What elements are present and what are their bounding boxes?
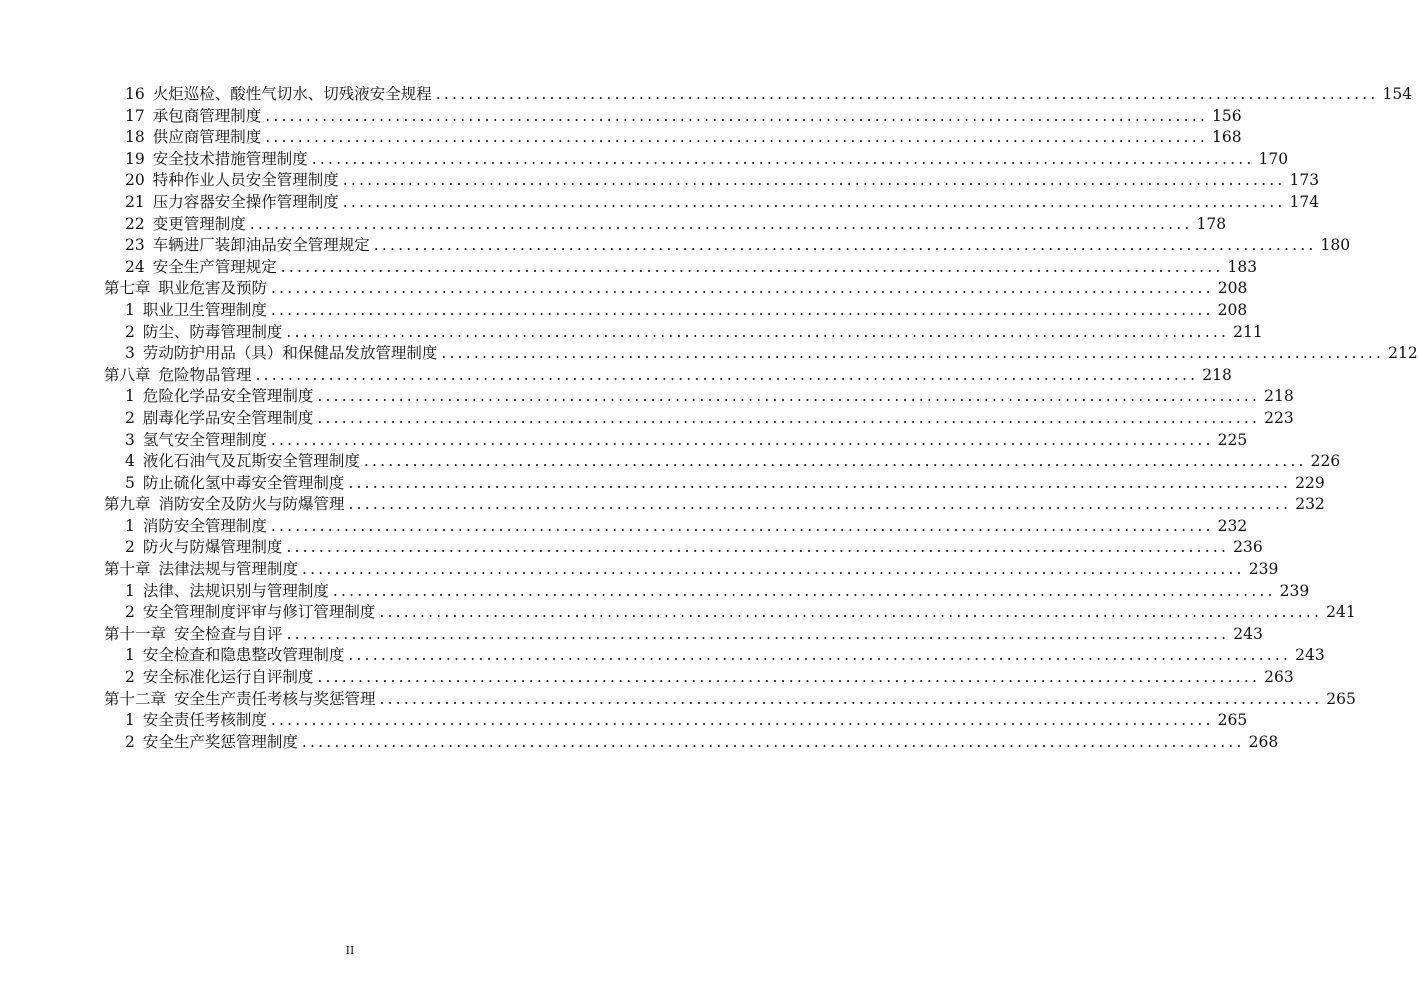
toc-chapter-number: 第七章 — [104, 279, 151, 298]
toc-entry-number: 3 — [125, 344, 135, 363]
toc-entry-row[interactable] — [104, 537, 1263, 559]
toc-title-text: 安全技术措施管理制度 — [152, 149, 308, 168]
toc-entry-row[interactable] — [104, 192, 1320, 214]
dot-leader: .................................................................................................................... — [280, 257, 1224, 276]
dot-leader: .................................................................................................................... — [301, 732, 1245, 751]
toc-entry-title — [104, 667, 313, 689]
toc-page-number: 212 — [1388, 344, 1418, 363]
toc-entry-title — [104, 645, 344, 667]
dot-leader: .................................................................................................................... — [348, 473, 1292, 492]
toc-entry-title — [104, 516, 267, 538]
toc-entry-row[interactable] — [104, 235, 1351, 257]
toc-entry-number: 21 — [125, 192, 145, 211]
toc-chapter-row[interactable] — [104, 624, 1263, 646]
toc-page-number: 180 — [1320, 236, 1351, 255]
toc-entry-row[interactable] — [104, 516, 1248, 538]
toc-entry-title — [104, 300, 267, 322]
toc-title-text: 火炬巡检、酸性气切水、切残液安全规程 — [152, 85, 432, 103]
dot-leader: .................................................................................................................... — [435, 85, 1379, 103]
toc-page-number: 218 — [1202, 365, 1232, 384]
toc-page-number: 236 — [1233, 538, 1263, 557]
toc-page-number: 223 — [1264, 408, 1294, 427]
dot-leader: .................................................................................................................... — [286, 538, 1230, 557]
toc-page-number: 265 — [1217, 711, 1248, 730]
toc-title-text: 安全生产管理规定 — [152, 257, 277, 276]
toc-entry-title — [104, 430, 267, 452]
dot-leader: .................................................................................................................... — [379, 689, 1323, 708]
toc-chapter-row[interactable] — [104, 494, 1325, 516]
toc-entry-row[interactable] — [104, 84, 1413, 106]
dot-leader: .................................................................................................................... — [342, 192, 1286, 211]
dot-leader: .................................................................................................................... — [270, 711, 1214, 730]
toc-page-number: 156 — [1211, 106, 1242, 125]
toc-entry-number: 1 — [125, 646, 135, 665]
toc-entry-row[interactable] — [104, 214, 1227, 236]
toc-entry-number: 16 — [125, 85, 145, 103]
toc-title-text: 法律法规与管理制度 — [158, 560, 299, 579]
toc-entry-row[interactable] — [104, 667, 1294, 689]
toc-page-number: 243 — [1295, 646, 1325, 665]
toc-entry-number: 23 — [125, 236, 145, 255]
toc-entry-title — [104, 408, 313, 430]
dot-leader: .................................................................................................................... — [249, 214, 1193, 233]
toc-entry-title — [104, 602, 375, 624]
toc-entry-title — [104, 235, 370, 257]
toc-title-text: 安全责任考核制度 — [142, 711, 267, 730]
toc-entry-number: 2 — [125, 668, 135, 687]
toc-entry-row[interactable] — [104, 170, 1320, 192]
toc-title-text: 供应商管理制度 — [152, 128, 262, 147]
toc-entry-row[interactable] — [104, 322, 1263, 344]
toc-page-number: 241 — [1326, 603, 1356, 622]
toc-entry-number: 1 — [125, 387, 135, 406]
toc-entry-number: 2 — [125, 408, 135, 427]
toc-page-number: 218 — [1264, 387, 1294, 406]
toc-entry-row[interactable] — [104, 343, 1418, 365]
toc-page-number: 243 — [1233, 624, 1263, 643]
dot-leader: .................................................................................................................... — [363, 452, 1307, 471]
toc-entry-number: 1 — [125, 300, 135, 319]
toc-entry-number: 2 — [125, 538, 135, 557]
toc-entry-title — [104, 732, 298, 754]
toc-entry-number: 3 — [125, 430, 135, 449]
toc-chapter-title — [104, 689, 376, 711]
toc-page-number: 178 — [1196, 214, 1227, 233]
toc-entry-title — [104, 451, 360, 473]
toc-entry-title — [104, 710, 267, 732]
toc-title-text: 承包商管理制度 — [152, 106, 262, 125]
toc-entry-row[interactable] — [104, 430, 1248, 452]
toc-page-number: 239 — [1279, 581, 1310, 600]
toc-title-text: 危险物品管理 — [158, 365, 252, 384]
toc-entry-number: 1 — [125, 581, 135, 600]
dot-leader: .................................................................................................................... — [255, 365, 1199, 384]
toc-title-text: 防火与防爆管理制度 — [142, 538, 283, 557]
toc-title-text: 安全生产奖惩管理制度 — [142, 732, 298, 751]
toc-chapter-title — [104, 494, 345, 516]
toc-title-text: 法律、法规识别与管理制度 — [142, 581, 329, 600]
toc-chapter-row[interactable] — [104, 365, 1232, 387]
toc-page-number: 208 — [1217, 300, 1248, 319]
toc-entry-title — [104, 386, 313, 408]
toc-entry-number: 2 — [125, 732, 135, 751]
toc-entry-number: 20 — [125, 171, 145, 190]
toc-page-number: 268 — [1248, 732, 1279, 751]
toc-page-number: 265 — [1326, 689, 1356, 708]
toc-chapter-row[interactable] — [104, 689, 1356, 711]
toc-title-text: 职业卫生管理制度 — [142, 300, 267, 319]
dot-leader: .................................................................................................................... — [317, 408, 1261, 427]
toc-chapter-title — [104, 559, 298, 581]
toc-page-number: 225 — [1217, 430, 1248, 449]
toc-page-number: 154 — [1382, 85, 1413, 103]
dot-leader: .................................................................................................................... — [373, 236, 1317, 255]
dot-leader: .................................................................................................................... — [317, 668, 1261, 687]
toc-title-text: 消防安全管理制度 — [142, 516, 267, 535]
toc-page-number: 173 — [1289, 171, 1320, 190]
toc-chapter-title — [104, 278, 267, 300]
toc-entry-number: 24 — [125, 257, 145, 276]
toc-title-text: 液化石油气及瓦斯安全管理制度 — [142, 452, 360, 471]
toc-title-text: 安全检查与自评 — [174, 624, 283, 643]
toc-entry-title — [104, 127, 261, 149]
toc-title-text: 特种作业人员安全管理制度 — [152, 171, 339, 190]
dot-leader: .................................................................................................................... — [317, 387, 1261, 406]
toc-entry-title — [104, 322, 282, 344]
toc-page-number: 183 — [1227, 257, 1258, 276]
toc-entry-number: 5 — [125, 473, 135, 492]
dot-leader: .................................................................................................................... — [265, 128, 1208, 147]
toc-entry-row[interactable] — [104, 106, 1242, 128]
dot-leader: .................................................................................................................... — [342, 171, 1286, 190]
toc-entry-number: 22 — [125, 214, 145, 233]
toc-title-text: 安全标准化运行自评制度 — [142, 668, 314, 687]
toc-entry-number: 19 — [125, 149, 145, 168]
toc-title-text: 防止硫化氢中毒安全管理制度 — [142, 473, 345, 492]
toc-chapter-number: 第十章 — [104, 560, 151, 579]
toc-title-text: 剧毒化学品安全管理制度 — [142, 408, 314, 427]
toc-chapter-number: 第八章 — [104, 365, 151, 384]
dot-leader: .................................................................................................................... — [270, 300, 1214, 319]
toc-entry-title — [104, 473, 344, 495]
toc-entry-number: 17 — [125, 106, 145, 125]
toc-entry-row[interactable] — [104, 149, 1289, 171]
toc-title-text: 劳动防护用品（具）和保健品发放管理制度 — [142, 344, 438, 363]
toc-title-text: 职业危害及预防 — [158, 279, 268, 298]
dot-leader: .................................................................................................................... — [271, 279, 1214, 298]
toc-chapter-number: 第十一章 — [104, 624, 167, 643]
toc-entry-row[interactable] — [104, 732, 1279, 754]
toc-entry-row[interactable] — [104, 710, 1248, 732]
toc-entry-number: 2 — [125, 603, 135, 622]
toc-entry-row[interactable] — [104, 300, 1248, 322]
dot-leader: .................................................................................................................... — [348, 646, 1292, 665]
toc-entry-title — [104, 581, 329, 603]
dot-leader: .................................................................................................................... — [311, 149, 1255, 168]
toc-title-text: 安全管理制度评审与修订管理制度 — [142, 603, 376, 622]
toc-entry-title — [104, 192, 339, 214]
toc-title-text: 安全生产责任考核与奖惩管理 — [174, 689, 376, 708]
toc-entry-row[interactable] — [104, 408, 1294, 430]
toc-chapter-number: 第十二章 — [104, 689, 167, 708]
toc-page-number: 174 — [1289, 192, 1320, 211]
toc-entry-title — [104, 170, 339, 192]
table-of-contents — [104, 84, 1418, 753]
dot-leader: .................................................................................................................... — [270, 516, 1214, 535]
toc-page-number: 263 — [1264, 668, 1294, 687]
dot-leader: .................................................................................................................... — [265, 106, 1208, 125]
toc-title-text: 消防安全及防火与防爆管理 — [158, 495, 345, 514]
toc-page-number: 232 — [1295, 495, 1325, 514]
toc-entry-title — [104, 149, 308, 171]
toc-title-text: 氢气安全管理制度 — [142, 430, 267, 449]
toc-chapter-row[interactable] — [104, 278, 1248, 300]
toc-entry-number: 4 — [125, 452, 135, 471]
toc-title-text: 变更管理制度 — [152, 214, 246, 233]
dot-leader: .................................................................................................................... — [332, 581, 1276, 600]
toc-entry-title — [104, 106, 261, 128]
toc-title-text: 危险化学品安全管理制度 — [142, 387, 314, 406]
toc-title-text: 车辆进厂装卸油品安全管理规定 — [152, 236, 370, 255]
toc-entry-number: 1 — [125, 516, 135, 535]
toc-title-text: 压力容器安全操作管理制度 — [152, 192, 339, 211]
toc-entry-number: 1 — [125, 711, 135, 730]
dot-leader: .................................................................................................................... — [286, 322, 1230, 341]
toc-entry-row[interactable] — [104, 581, 1310, 603]
toc-chapter-row[interactable] — [104, 559, 1279, 581]
dot-leader: .................................................................................................................... — [302, 560, 1245, 579]
toc-entry-number: 2 — [125, 322, 135, 341]
toc-entry-row[interactable] — [104, 451, 1341, 473]
toc-entry-title — [104, 214, 246, 236]
dot-leader: .................................................................................................................... — [286, 624, 1230, 643]
toc-entry-row[interactable] — [104, 473, 1325, 495]
dot-leader: .................................................................................................................... — [441, 344, 1385, 363]
toc-entry-title — [104, 257, 277, 279]
toc-page-number: 229 — [1295, 473, 1325, 492]
toc-page-number: 239 — [1248, 560, 1279, 579]
toc-page-number: 232 — [1217, 516, 1248, 535]
dot-leader: .................................................................................................................... — [348, 495, 1292, 514]
toc-entry-row[interactable] — [104, 127, 1242, 149]
toc-title-text: 防尘、防毒管理制度 — [142, 322, 283, 341]
toc-page-number: 168 — [1211, 128, 1242, 147]
dot-leader: .................................................................................................................... — [270, 430, 1214, 449]
toc-chapter-title — [104, 624, 283, 646]
toc-entry-row[interactable] — [104, 386, 1294, 408]
toc-entry-row[interactable] — [104, 602, 1356, 624]
toc-page-number: 226 — [1310, 452, 1341, 471]
toc-chapter-title — [104, 365, 252, 387]
toc-page-number: 211 — [1233, 322, 1263, 341]
dot-leader: .................................................................................................................... — [379, 603, 1323, 622]
toc-entry-number: 18 — [125, 128, 145, 147]
toc-entry-title — [104, 84, 432, 106]
toc-page-number: 170 — [1258, 149, 1289, 168]
toc-entry-row[interactable] — [104, 257, 1258, 279]
toc-chapter-number: 第九章 — [104, 495, 151, 514]
page-number: II — [345, 944, 355, 957]
toc-page-number: 208 — [1217, 279, 1248, 298]
toc-entry-row[interactable] — [104, 645, 1325, 667]
toc-entry-title — [104, 343, 437, 365]
toc-title-text: 安全检查和隐患整改管理制度 — [142, 646, 345, 665]
toc-entry-title — [104, 537, 282, 559]
